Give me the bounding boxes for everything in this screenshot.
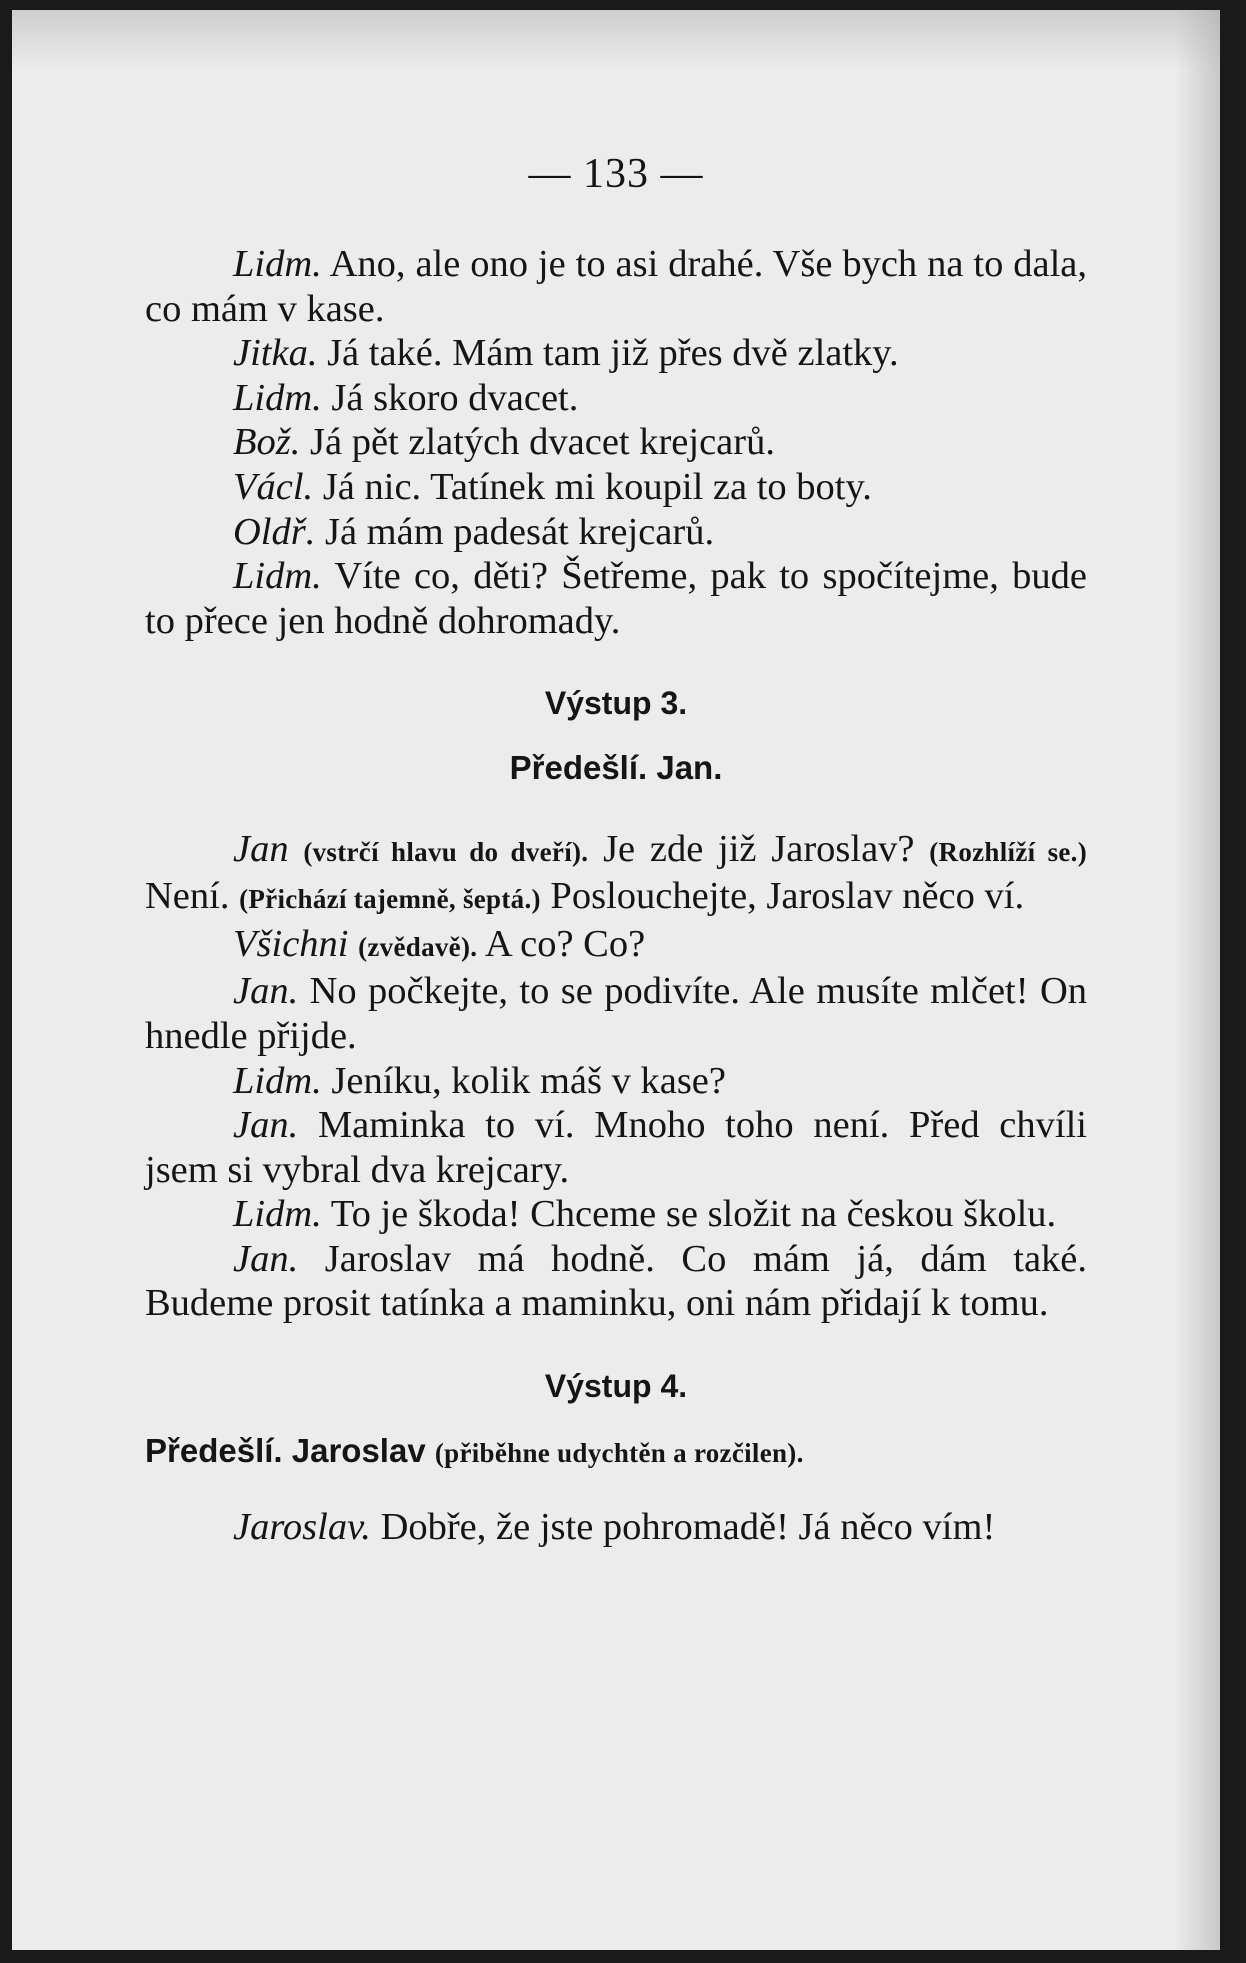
dialogue-line [145,1505,1087,1550]
scene-4-title: Výstup 4. [544,1368,688,1405]
dialogue-line [145,465,1087,510]
speaker: Jan. [233,1104,299,1147]
dialogue-line [145,242,1087,331]
line-text: Ano, ale ono je to asi drahé. Vše bych na to dala, co mám v kase. [145,243,1087,330]
book-page [12,10,1220,1950]
scene-3-title: Výstup 3. [544,685,688,722]
dialogue-line [145,1103,1087,1192]
line-text: Já mám padesát krejcarů. [324,510,715,553]
scene-4-cast-names: Předešlí. Jaroslav [145,1431,426,1469]
line-text: Maminka to ví. Mnoho toho není. Před chvíli jsem si vybral dva krejcary. [145,1104,1087,1191]
dialogue-line [145,1192,1087,1237]
page-text [145,242,1087,1550]
speaker: Lidm. [233,555,322,598]
scene-3-cast: Předešlí. Jan. [509,748,723,786]
dialogue-line [145,554,1087,643]
line-text: No počkejte, to se podivíte. Ale musíte mlčet! On hnedle přijde. [145,970,1088,1057]
speaker: Všichni [233,922,349,965]
speaker: Lidm. [233,1193,322,1236]
speaker: Jan. [233,970,299,1013]
line-text: Já pět zlatých dvacet krejcarů. [310,421,775,464]
speaker: Bož. [233,421,301,464]
stage-direction: (zvědavě). [358,931,478,962]
line-text: Jaroslav má hodně. Co mám já, dám také. Budeme prosit tatínka a maminku, oni nám přidají k tomu. [145,1237,1088,1325]
line-text: Poslouchejte, Jaroslav něco ví. [540,875,1025,918]
speaker: Lidm. [233,1059,322,1102]
dialogue-line [145,376,1087,421]
page-number: — 133 — [528,151,704,197]
stage-direction: (vstrčí hlavu do dveří). [303,836,589,867]
line-text: A co? Co? [477,922,646,965]
stage-direction: (Přichází tajemně, šeptá.) [239,884,541,915]
dialogue-line [145,969,1087,1058]
speaker: Jan [233,827,289,870]
stage-direction: (Rozhlíží se.) [929,836,1088,867]
speaker: Jan. [233,1237,299,1280]
speaker: Lidm. [233,243,322,285]
line-text: To je škoda! Chceme se složit na českou školu. [330,1193,1057,1236]
speaker: Oldř. [233,510,316,553]
line-text: Dobře, že jste pohromadě! Já něco vím! [380,1506,996,1549]
line-text: Je zde již Jaroslav? [588,827,930,870]
dialogue-line [145,420,1087,465]
speaker: Jaroslav. [233,1506,371,1549]
dialogue-line [145,510,1087,555]
line-text: Já nic. Tatínek mi koupil za to boty. [322,465,872,508]
scene-4-cast [145,1429,1087,1476]
dialogue-line [145,827,1087,922]
dialogue-line [145,1059,1087,1104]
speaker: Václ. [233,465,314,508]
dialogue-line [145,1237,1087,1326]
line-text: Není. [145,875,240,918]
stage-direction: (přiběhne udychtěn a rozčilen). [434,1437,804,1468]
dialogue-line [145,331,1087,376]
line-text: Já skoro dvacet. [331,376,579,419]
line-text: Víte co, děti? Šetřeme, pak to spočítejme, bude to přece jen hodně dohromady. [145,555,1087,642]
speaker: Jitka. [233,332,318,375]
line-text: Já také. Mám tam již přes dvě zlatky. [327,332,899,375]
speaker: Lidm. [233,376,322,419]
line-text: Jeníku, kolik máš v kase? [331,1059,726,1102]
dialogue-line [145,922,1087,970]
